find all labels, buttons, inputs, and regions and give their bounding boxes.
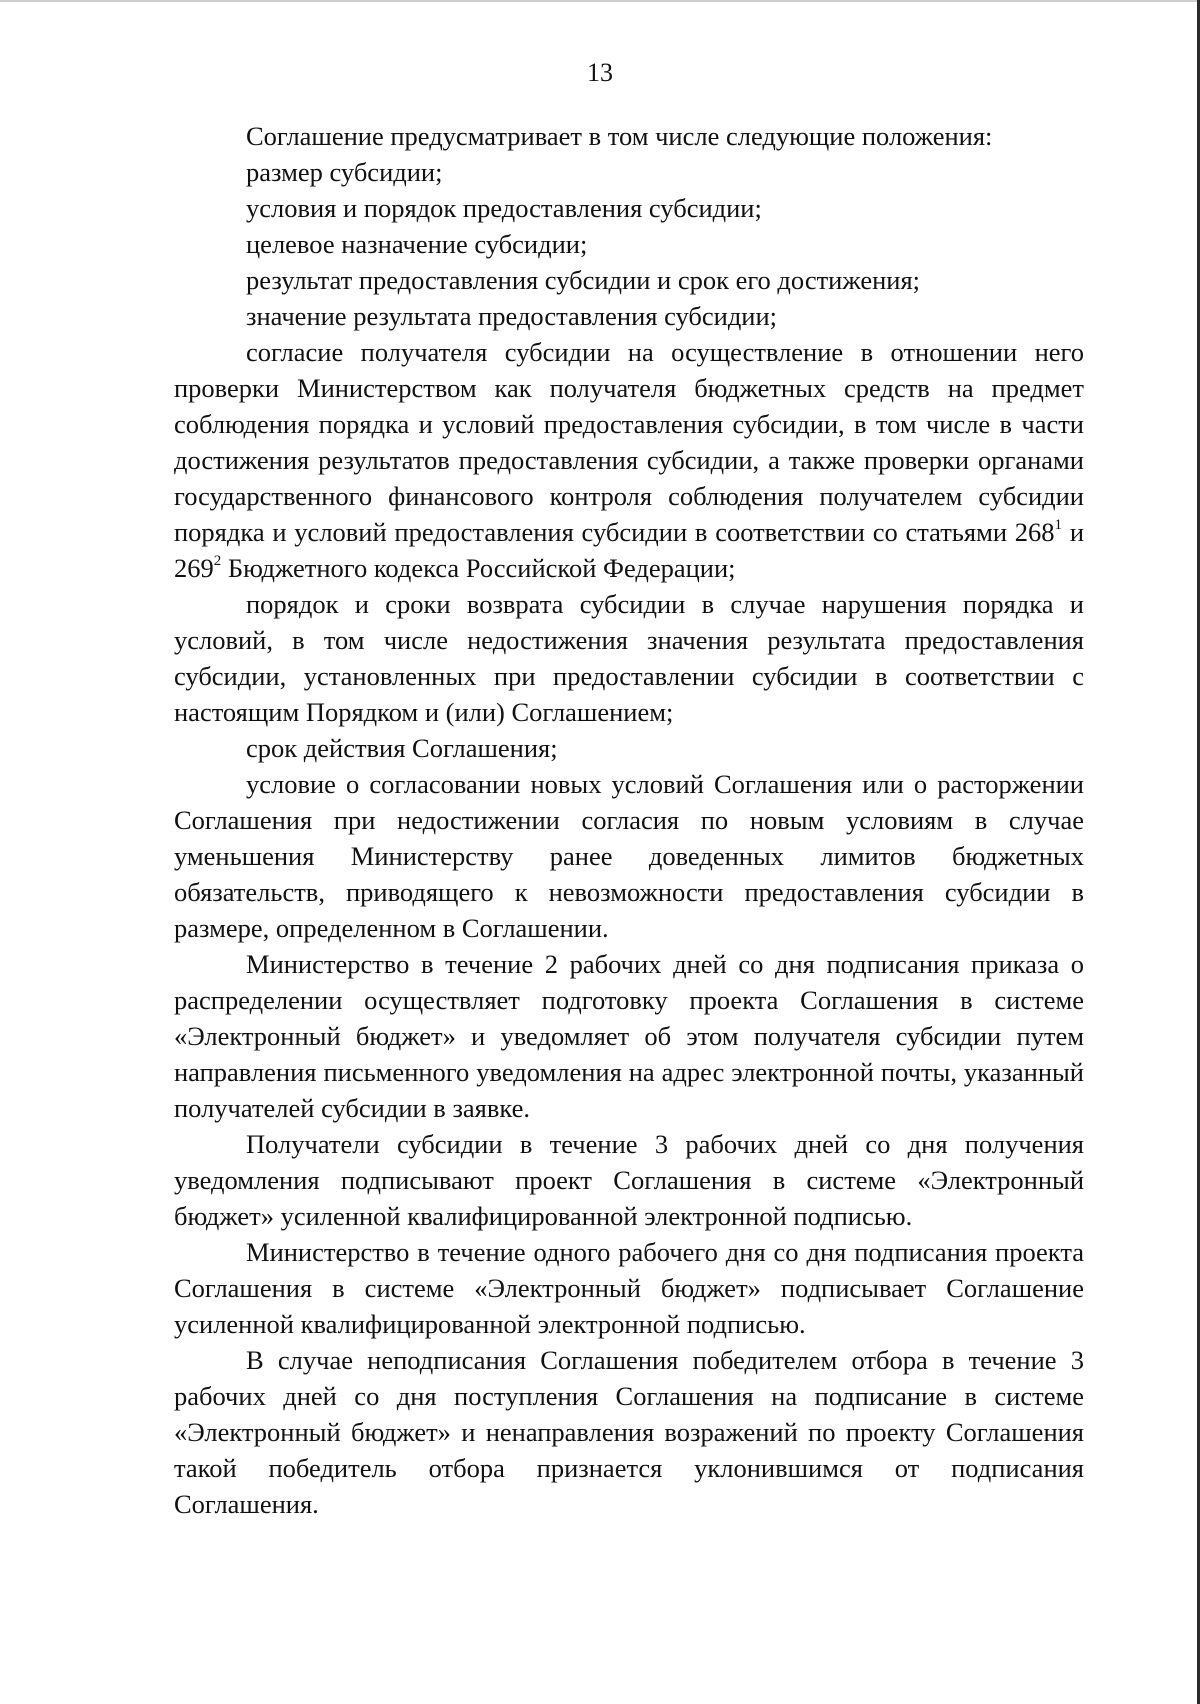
paragraph-non-signing: В случае неподписания Соглашения победителем отбора в течение 3 рабочих дней со дня поступления Соглашения на подписание в системе «Электронный бюджет» и ненаправления возражений по проекту Соглашения такой победитель отбора признается уклонившимся от подписания Соглашения. bbox=[174, 1345, 1084, 1519]
consent-text-before: согласие получателя субсидии на осуществление в отношении него проверки Министерством как получателя бюджетных средств на предмет соблюдения порядка и условий предоставления субсидии, в том числе в части достижения результатов предоставления субсидии, а также проверки органами государственного финансового контроля соблюдения получателем субсидии порядка и условий предоставления субсидии в соответствии со статьями bbox=[174, 337, 1084, 547]
article-269: 269 bbox=[174, 553, 214, 583]
paragraph-subsidy-size: размер субсидии; bbox=[246, 157, 443, 187]
article-269-sup: 2 bbox=[213, 553, 222, 570]
document-body bbox=[174, 118, 1084, 1522]
article-268: 268 bbox=[1014, 517, 1055, 547]
paragraph-ministry-preparation: Министерство в течение 2 рабочих дней со дня подписания приказа о распределении осуществляет подготовку проекта Соглашения в системе «Электронный бюджет» и уведомляет об этом получателя субсидии путем направления письменного уведомления на адрес электронной почты, указанный получателей субсидии в заявке. bbox=[174, 949, 1084, 1123]
consent-text-between: и bbox=[1062, 517, 1084, 547]
consent-text-after: Бюджетного кодекса Российской Федерации; bbox=[221, 553, 736, 583]
page-number: 13 bbox=[587, 58, 613, 87]
paragraph-conditions: условия и порядок предоставления субсидии; bbox=[246, 193, 762, 223]
paragraph-purpose: целевое назначение субсидии; bbox=[246, 229, 588, 259]
paragraph-new-conditions: условие о согласовании новых условий Соглашения или о расторжении Соглашения при недостижении согласия по новым условиям в случае уменьшения Министерству ранее доведенных лимитов бюджетных обязательств, приводящего к невозможности предоставления субсидии в размере, определенном в Соглашении. bbox=[174, 769, 1084, 943]
paragraph-recipients-sign: Получатели субсидии в течение 3 рабочих дней со дня получения уведомления подписывают проект Соглашения в системе «Электронный бюджет» усиленной квалифицированной электронной подписью. bbox=[174, 1129, 1084, 1231]
paragraph-result-value: значение результата предоставления субсидии; bbox=[246, 301, 778, 331]
paragraph-term: срок действия Соглашения; bbox=[246, 733, 558, 763]
paragraph-ministry-sign: Министерство в течение одного рабочего дня со дня подписания проекта Соглашения в системе «Электронный бюджет» подписывает Соглашение усиленной квалифицированной электронной подписью. bbox=[174, 1237, 1084, 1339]
article-268-sup: 1 bbox=[1054, 517, 1063, 534]
paragraph-result: результат предоставления субсидии и срок его достижения; bbox=[246, 265, 920, 295]
paragraph-refund: порядок и сроки возврата субсидии в случае нарушения порядка и условий, в том числе недостижения значения результата предоставления субсидии, установленных при предоставлении субсидии в соответствии с настоящим Порядком и (или) Соглашением; bbox=[174, 589, 1084, 727]
paragraph-intro: Соглашение предусматривает в том числе следующие положения: bbox=[246, 121, 993, 151]
paragraph-consent-audit bbox=[174, 334, 1084, 586]
scan-edge-top bbox=[0, 0, 1200, 2]
